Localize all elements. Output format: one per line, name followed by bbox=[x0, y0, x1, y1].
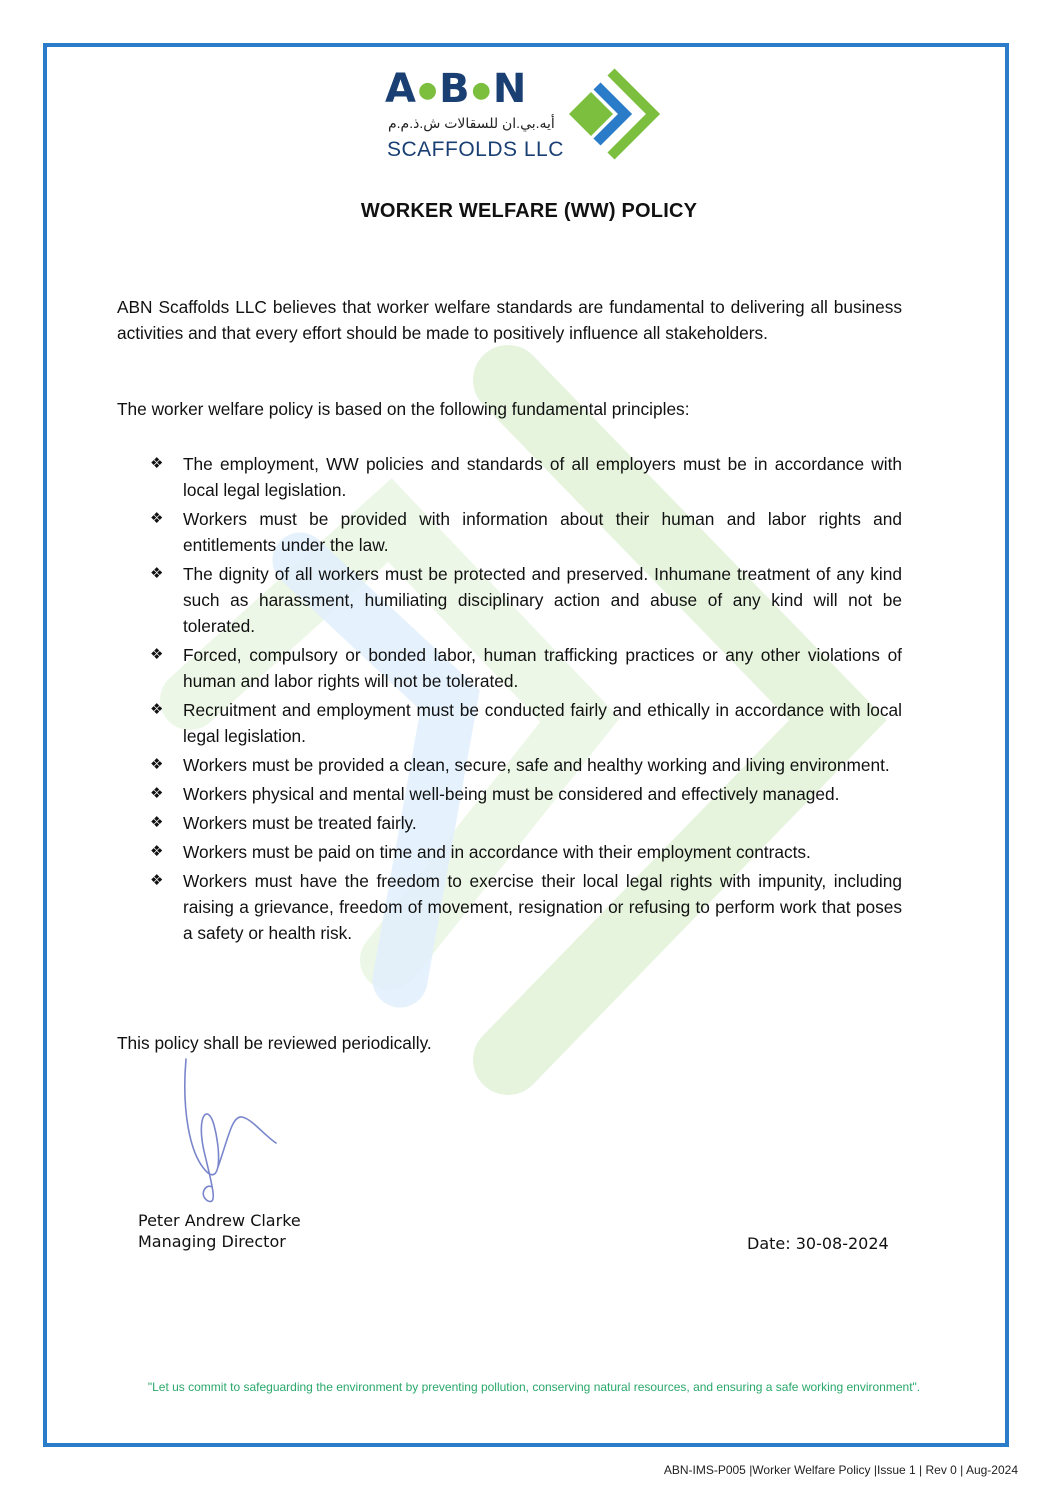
logo-wordmark: A●B●N bbox=[385, 66, 528, 112]
list-item: ❖ The dignity of all workers must be protected and preserved. Inhumane treatment of any kind such as harassment, humiliating disciplinary action and abuse of any kind will not be tolerated. bbox=[150, 561, 902, 639]
diamond-bullet-icon: ❖ bbox=[150, 701, 164, 718]
diamond-bullet-icon: ❖ bbox=[150, 646, 164, 663]
policy-date: Date: 30-08-2024 bbox=[747, 1234, 889, 1253]
document-reference: ABN-IMS-P005 |Worker Welfare Policy |Issue 1 | Rev 0 | Aug-2024 bbox=[663, 1463, 1018, 1477]
diamond-bullet-icon: ❖ bbox=[150, 814, 164, 831]
diamond-bullet-icon: ❖ bbox=[150, 843, 164, 860]
list-item: ❖ Workers must be provided with information about their human and labor rights and entitlements under the law. bbox=[150, 506, 902, 558]
list-item: ❖ Workers must be paid on time and in accordance with their employment contracts. bbox=[150, 839, 902, 865]
principles-list bbox=[150, 451, 902, 949]
diamond-bullet-icon: ❖ bbox=[150, 565, 164, 582]
list-item: ❖ Workers physical and mental well-being must be considered and effectively managed. bbox=[150, 781, 902, 807]
principles-intro: The worker welfare policy is based on the following fundamental principles: bbox=[117, 399, 690, 419]
diamond-bullet-icon: ❖ bbox=[150, 455, 164, 472]
footer-quote: "Let us commit to safeguarding the environment by preventing pollution, conserving natural resources, and ensuring a safe working environment". bbox=[147, 1380, 921, 1394]
list-item: ❖ The employment, WW policies and standards of all employers must be in accordance with local legal legislation. bbox=[150, 451, 902, 503]
list-item: ❖ Workers must have the freedom to exercise their local legal rights with impunity, including raising a grievance, freedom of movement, resignation or refusing to perform work that poses a safety or health risk. bbox=[150, 868, 902, 946]
handwritten-signature bbox=[178, 1055, 288, 1215]
signatory-name: Peter Andrew Clarke bbox=[138, 1211, 301, 1230]
signatory-block bbox=[138, 1210, 301, 1252]
company-logo bbox=[385, 66, 665, 166]
chevron-logo-icon bbox=[567, 68, 663, 160]
list-item: ❖ Forced, compulsory or bonded labor, human trafficking practices or any other violations of human and labor rights will not be tolerated. bbox=[150, 642, 902, 694]
review-note: This policy shall be reviewed periodically. bbox=[117, 1033, 432, 1053]
diamond-bullet-icon: ❖ bbox=[150, 510, 164, 527]
list-item: ❖ Recruitment and employment must be conducted fairly and ethically in accordance with local legal legislation. bbox=[150, 697, 902, 749]
page-title: WORKER WELFARE (WW) POLICY bbox=[360, 200, 698, 222]
list-item: ❖ Workers must be treated fairly. bbox=[150, 810, 902, 836]
logo-arabic-name: أيه.بي.ان للسقالات ش.ذ.م.م bbox=[388, 115, 555, 131]
logo-subtitle: SCAFFOLDS LLC bbox=[387, 138, 564, 161]
list-item: ❖ Workers must be provided a clean, secure, safe and healthy working and living environment. bbox=[150, 752, 902, 778]
intro-paragraph: ABN Scaffolds LLC believes that worker welfare standards are fundamental to delivering all business activities and that every effort should be made to positively influence all stakeholders. bbox=[117, 297, 902, 343]
diamond-bullet-icon: ❖ bbox=[150, 756, 164, 773]
signatory-role: Managing Director bbox=[138, 1232, 286, 1251]
diamond-bullet-icon: ❖ bbox=[150, 872, 164, 889]
diamond-bullet-icon: ❖ bbox=[150, 785, 164, 802]
